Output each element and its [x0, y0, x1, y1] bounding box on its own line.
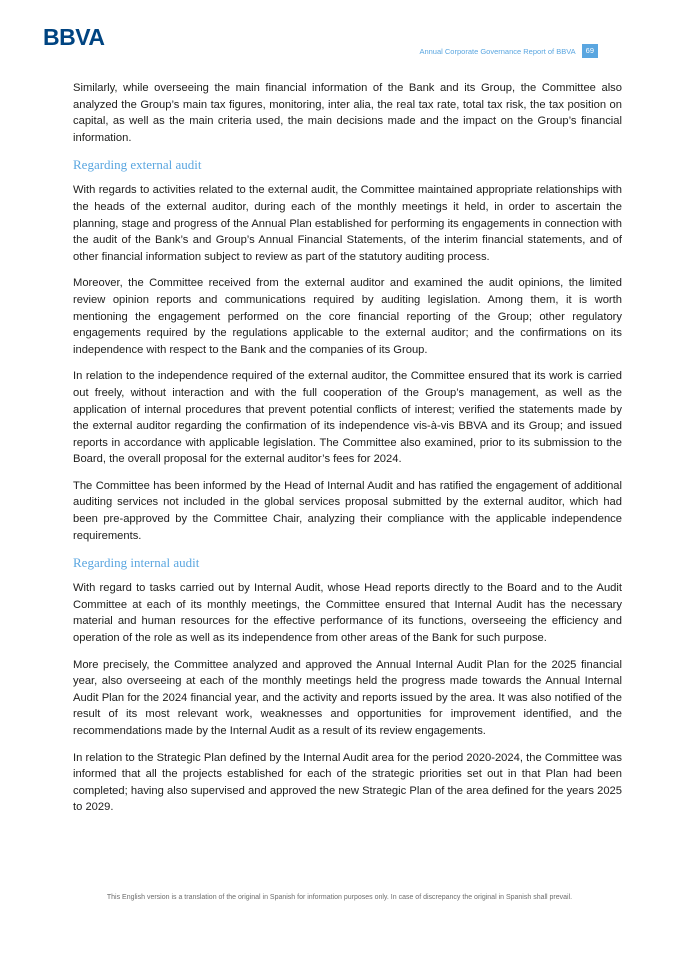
page-number: 69 [582, 44, 598, 58]
paragraph: In relation to the Strategic Plan defined by the Internal Audit area for the period 2020-2024, the Committee was informed that all the projects established for each of the strategic priorities set out in that Plan had been completed; having also supervised and approved the new Strategic Plan of the area defined for the years 2025 to 2029. [73, 751, 622, 814]
svg-text:BBVA: BBVA [43, 26, 105, 48]
paragraph: The Committee has been informed by the Head of Internal Audit and has ratified the engagement of additional auditing services not included in the global services proposal submitted by the external auditor, which had been pre-approved by the Committee Chair, analyzing their compliance with the applicable independence requirements. [73, 479, 622, 542]
section-heading-internal-audit: Regarding internal audit [73, 555, 200, 571]
paragraph: With regard to tasks carried out by Internal Audit, whose Head reports directly to the Board and to the Audit Committee at each of its monthly meetings, the Committee ensured that Internal Audit has the necessary material and human resources for the effective performance of its functions, overseeing the efficiency and operation of the role as well as its independence from other areas of the Bank for such purpose. [73, 582, 622, 645]
bbva-logo [43, 26, 119, 48]
paragraph: More precisely, the Committee analyzed and approved the Annual Internal Audit Plan for the 2025 financial year, also overseeing at each of the monthly meetings held the progress made towards the Annual Internal Audit Plan for the 2024 financial year, and the activity and reports issued by the area. It was also notified of the result of its most relevant work, weaknesses and opportunities for improvement identified, and the recommendations made by the Internal Audit as a result of its review engagements. [73, 658, 622, 737]
footer-disclaimer: This English version is a translation of the original in Spanish for information purposes only. In case of discrepancy the original in Spanish shall prevail. [106, 894, 573, 901]
paragraph: Similarly, while overseeing the main financial information of the Bank and its Group, the Committee also analyzed the Group’s main tax figures, monitoring, inter alia, the real tax rate, total tax risk, the tax position on capital, as well as the main criteria used, the main decisions made and the impact on the Group’s financial information. [73, 82, 622, 144]
page-header [419, 44, 598, 58]
paragraph: Moreover, the Committee received from the external auditor and examined the audit opinions, the limited review opinion reports and communications required by auditing legislation. Among them, it is worth mentioning the engagement performed on the core financial reporting of the Group; other regulatory engagements required by the regulations applicable to the external auditor; and the confirmations on its independence with respect to the Bank and the companies of its Group. [73, 277, 622, 356]
main-content [73, 80, 622, 826]
section-heading-external-audit: Regarding external audit [73, 157, 202, 173]
paragraph: In relation to the independence required of the external auditor, the Committee ensured that its work is carried out freely, without interaction and with the full cooperation of the Group’s management, as well as the application of internal procedures that prevent potential conflicts of interest; verified the statements made by the external auditor regarding the confirmation of its independence vis-à-vis BBVA and its Group; and issued reports in accordance with applicable legislation. The Committee also examined, prior to its submission to the Board, the overall proposal for the external auditor’s fees for 2024. [73, 370, 622, 466]
paragraph: With regards to activities related to the external audit, the Committee maintained appropriate relationships with the heads of the external auditor, during each of the monthly meetings it held, in order to ascertain the planning, stage and progress of the Annual Plan established for performing its engagements in connection with the audit of the Bank’s and Group’s Annual Financial Statements, of the interim financial statements, and of other financial information subject to review as part of the statutory auditing process. [73, 184, 622, 263]
report-title: Annual Corporate Governance Report of BBVA [419, 46, 576, 56]
